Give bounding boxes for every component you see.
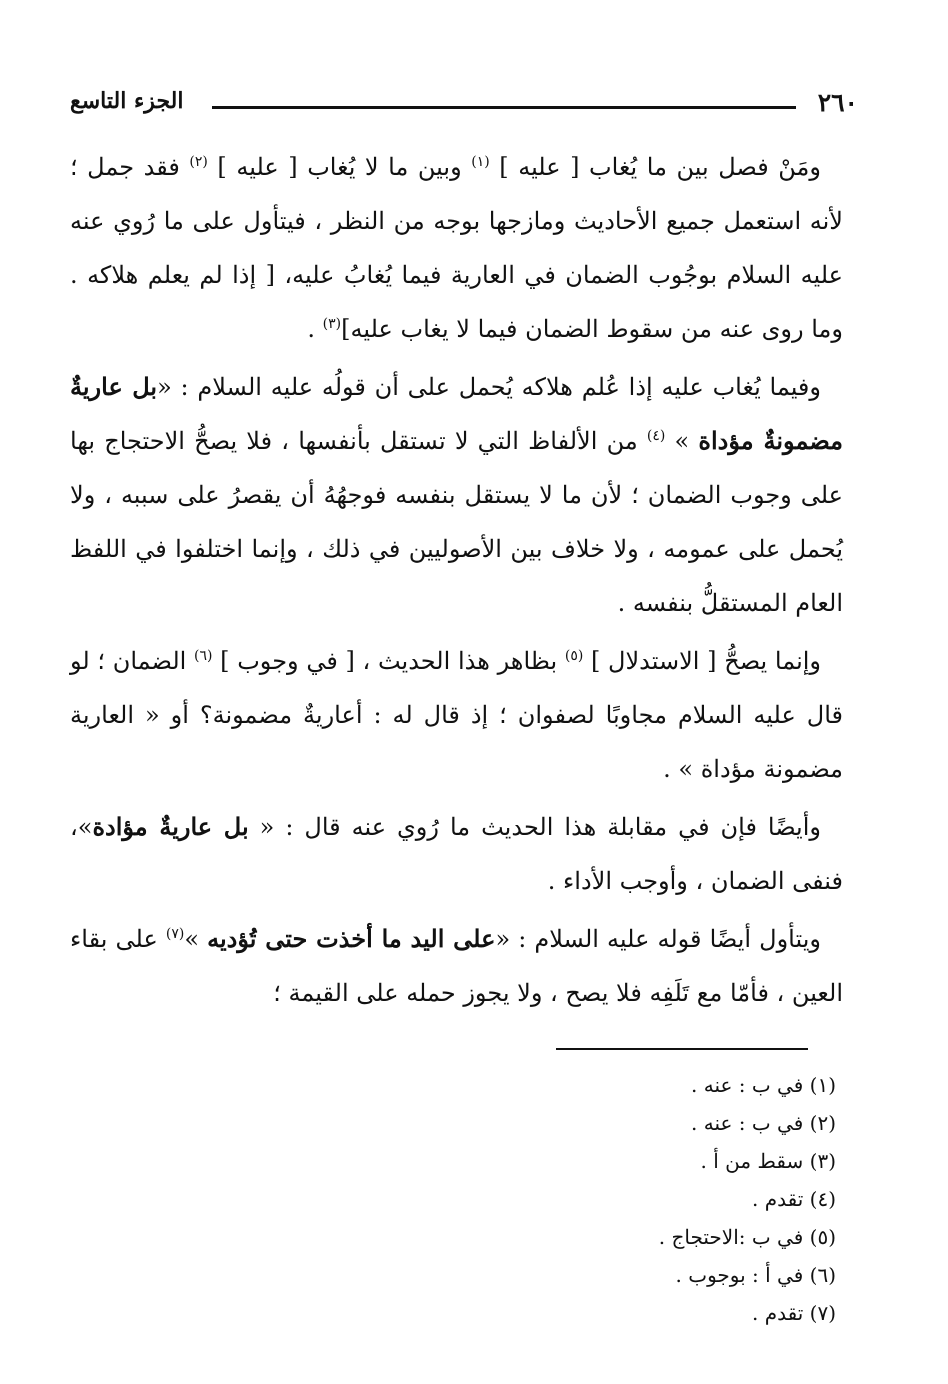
paragraph: [70, 634, 843, 796]
footnote-ref: (٥): [564, 648, 584, 664]
text-run: وفيما يُغاب عليه إذا عُلم هلاكه يُحمل على أن قولُه عليه السلام : «: [157, 373, 821, 401]
main-text: [70, 140, 843, 1024]
text-run: من الألفاظ التي لا تستقل بأنفسها ، فلا يصحُّ الاحتجاج بها على وجوب الضمان ؛ لأن ما لا يستقل بنفسه فوجهُهُ أن يقصرُ على سببه ، ولا يُحمل على عمومه ، ولا خلاف بين الأصوليين في ذلك ، وإنما اختلفوا في اللفظ العام المستقلُّ بنفسه .: [70, 427, 844, 617]
footnote-separator: [556, 1048, 808, 1050]
paragraph: [70, 360, 843, 630]
hadith-quote: بل عاريةٌ مضمونةٌ مؤداة: [70, 372, 844, 455]
text-run: »: [184, 925, 208, 953]
running-title: الجزء التاسع: [70, 88, 184, 114]
hadith-quote: بل عاريةٌ مؤادة: [92, 812, 249, 841]
text-run: على بقاء العين ، فأمّا مع تَلَفِه فلا يصح ، ولا يجوز حمله على القيمة ؛: [70, 925, 843, 1007]
footnote: (٦) في أ : بوجوب .: [675, 1263, 836, 1287]
footnote-ref: (٧): [165, 926, 185, 942]
text-run: وبين ما لا يُغاب [ عليه ]: [207, 153, 472, 181]
text-run: ومَنْ فصل بين ما يُغاب [ عليه ]: [489, 153, 821, 181]
text-run: وأيضًا فإن في مقابلة هذا الحديث ما رُوي عنه قال : «: [248, 813, 821, 841]
footnote: (٧) تقدم .: [751, 1301, 836, 1325]
footnote-ref: (٦): [194, 648, 213, 664]
text-run: فقد جمل ؛ لأنه استعمل جميع الأحاديث ومازجها بوجه من النظر ، فيتأول على ما رُوي عنه عليه السلام بوجُوب الضمان في العارية فيما يُغابُ عليه، [ إذا لم يعلم هلاكه . وما روى عنه من سقوط الضمان فيما لا يغاب عليه]: [70, 153, 843, 343]
footnotes: [336, 1066, 836, 1332]
paragraph: [70, 800, 843, 908]
text-run: بظاهر هذا الحديث ، [ في وجوب ]: [212, 647, 565, 675]
footnote-ref: (١): [471, 154, 490, 170]
text-run: الضمان ؛ لو قال عليه السلام مجاوبًا لصفوان ؛ إذ قال له : أعاريةٌ مضمونة؟ أو « العارية مضمونة مؤداة » .: [70, 647, 843, 783]
paragraph: [70, 912, 843, 1020]
footnote: (٣) سقط من أ .: [700, 1149, 836, 1173]
footnote: (٢) في ب : عنه .: [691, 1111, 836, 1135]
hadith-quote: على اليد ما أخذت حتى تُؤديه: [207, 924, 496, 953]
text-run: »، فنفى الضمان ، وأوجب الأداء .: [70, 813, 843, 895]
footnote-ref: (٤): [646, 428, 666, 444]
text-run: ويتأول أيضًا قوله عليه السلام : «: [495, 925, 822, 953]
page-header: [70, 84, 858, 124]
paragraph: [70, 140, 843, 356]
page-number: ٢٦٠: [817, 88, 858, 117]
text-run: .: [307, 315, 323, 343]
footnote: (٥) في ب :الاحتجاج .: [658, 1225, 836, 1249]
header-rule: [212, 106, 796, 109]
footnote: (٤) تقدم .: [751, 1187, 836, 1211]
text-run: »: [665, 427, 699, 455]
footnote-ref: (٣): [322, 316, 342, 332]
footnote: (١) في ب : عنه .: [691, 1073, 836, 1097]
text-run: وإنما يصحُّ [ الاستدلال ]: [583, 647, 822, 675]
footnote-ref: (٢): [189, 154, 208, 170]
